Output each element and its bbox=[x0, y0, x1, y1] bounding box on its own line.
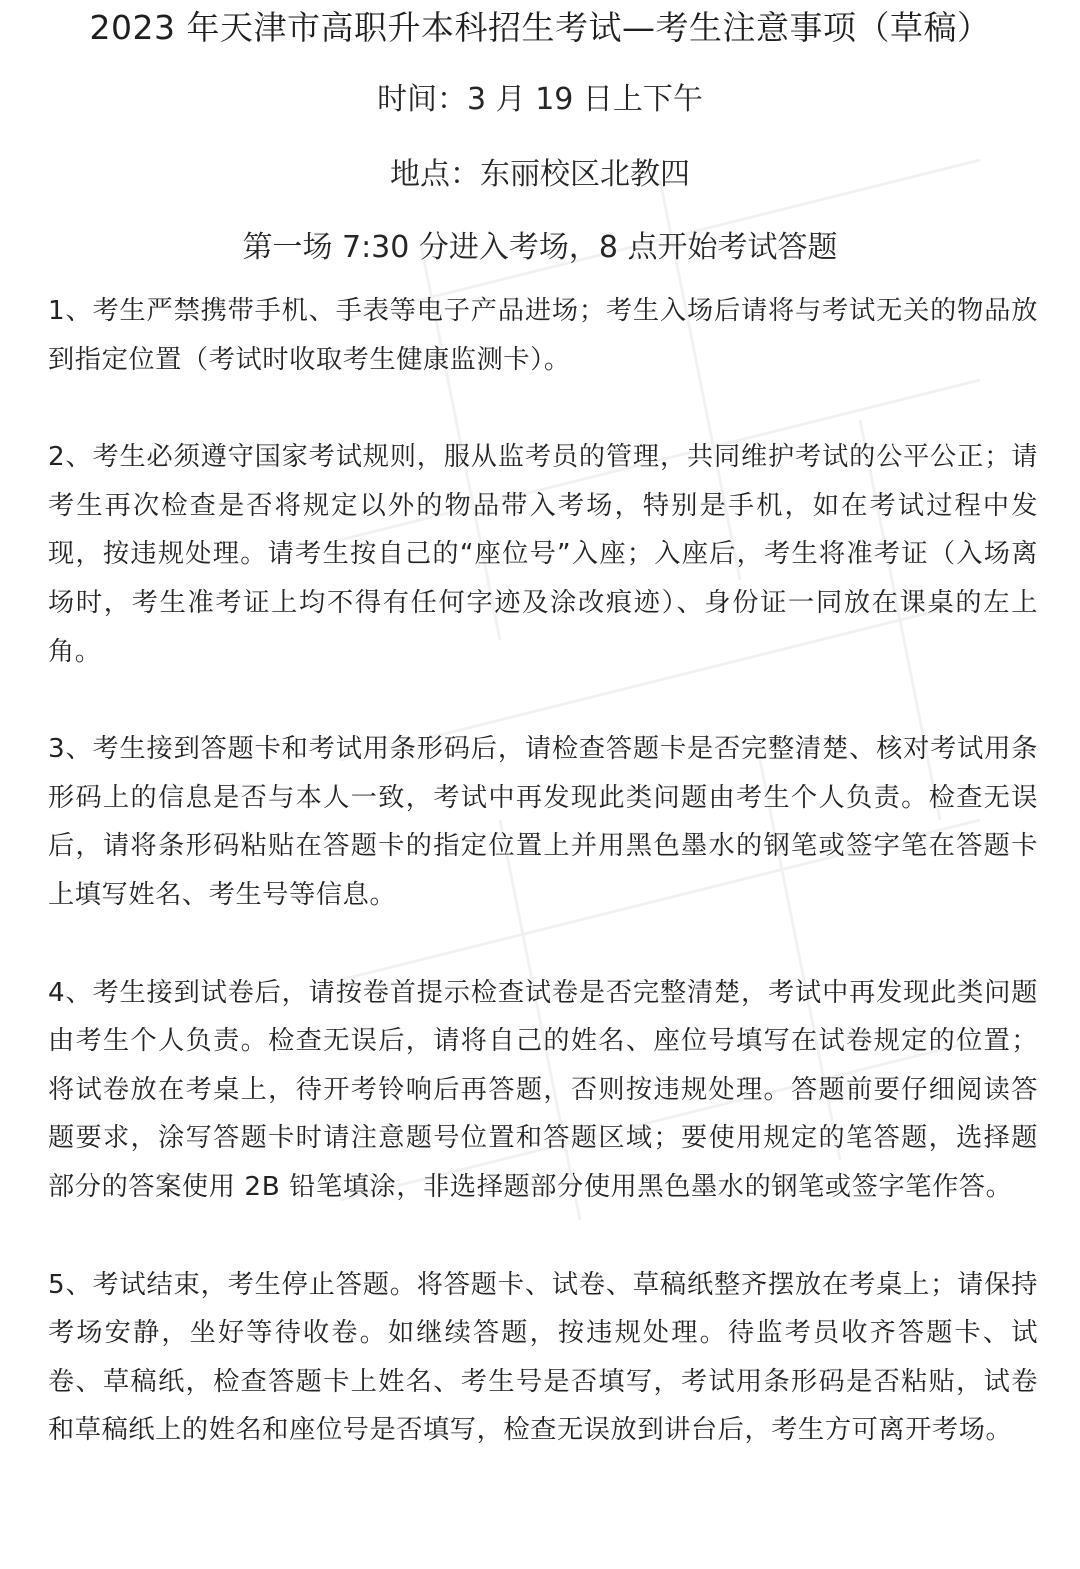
first-session-info: 第一场 7:30 分进入考场，8 点开始考试答题 bbox=[242, 230, 838, 265]
notice-item-1: 1、考生严禁携带手机、手表等电子产品进场；考生入场后请将与考试无关的物品放到指定位置（考试时收取考生健康监测卡）。 bbox=[48, 296, 1038, 375]
notice-item-4: 4、考生接到试卷后，请按卷首提示检查试卷是否完整清楚，考试中再发现此类问题由考生个人负责。检查无误后，请将自己的姓名、座位号填写在试卷规定的位置；将试卷放在考桌上，待开考铃响后再答题，否则按违规处理。答题前要仔细阅读答题要求，涂写答题卡时请注意题号位置和答题区域；要使用规定的笔答题，选择题部分的答案使用 2B 铅笔填涂，非选择题部分使用黑色墨水的钢笔或签字笔作答。 bbox=[48, 977, 1038, 1202]
notice-item-3: 3、考生接到答题卡和考试用条形码后，请检查答题卡是否完整清楚、核对考试用条形码上的信息是否与本人一致，考试中再发现此类问题由考生个人负责。检查无误后，请将条形码粘贴在答题卡的指定位置上并用黑色墨水的钢笔或签字笔在答题卡上填写姓名、考生号等信息。 bbox=[48, 734, 1038, 910]
notice-item-5: 5、考试结束，考生停止答题。将答题卡、试卷、草稿纸整齐摆放在考桌上；请保持考场安静，坐好等待收卷。如继续答题，按违规处理。待监考员收齐答题卡、试卷、草稿纸，检查答题卡上姓名、考生号是否填写，考试用条形码是否粘贴，试卷和草稿纸上的姓名和座位号是否填写，检查无误放到讲台后，考生方可离开考场。 bbox=[48, 1269, 1038, 1446]
document-title: 2023 年天津市高职升本科招生考试—考生注意事项（草稿） bbox=[89, 8, 991, 47]
exam-location: 地点：东丽校区北教四 bbox=[390, 157, 690, 192]
exam-time: 时间：3 月 19 日上下午 bbox=[377, 82, 703, 117]
notice-item-2: 2、考生必须遵守国家考试规则，服从监考员的管理，共同维护考试的公平公正；请考生再次检查是否将规定以外的物品带入考场，特别是手机，如在考试过程中发现，按违规处理。请考生按自己的“座位号”入座；入座后，考生将准考证（入场离场时，考生准考证上均不得有任何字迹及涂改痕迹）、身份证一同放在课桌的左上角。 bbox=[48, 442, 1038, 667]
notice-list bbox=[48, 287, 1038, 1455]
